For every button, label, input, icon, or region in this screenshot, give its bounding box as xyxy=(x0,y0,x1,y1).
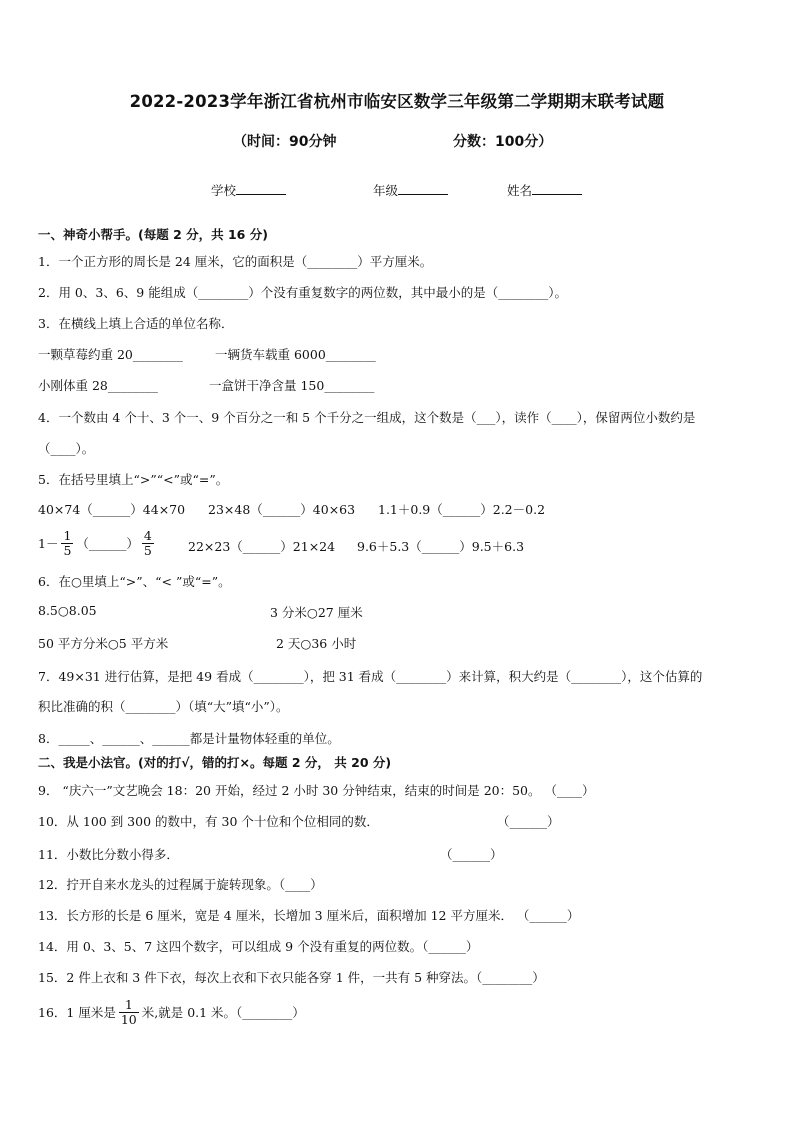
fraction-numerator: 1 xyxy=(63,527,72,543)
question-3c: 小刚体重 28________ xyxy=(38,378,158,393)
question-6: 6．在○里填上“>”、“< ”或“=”。 xyxy=(38,574,231,589)
question-2: 2．用 0、3、6、9 能组成（________）个没有重复数字的两位数，其中最小的是（________）。 xyxy=(38,285,567,300)
fraction-numerator: 1 xyxy=(124,996,133,1012)
question-11-answer: （______） xyxy=(440,847,503,862)
fraction-one-fifth xyxy=(61,529,73,558)
page-title: 2022-2023学年浙江省杭州市临安区数学三年级第二学期期末联考试题 xyxy=(129,92,665,111)
fraction-four-fifths xyxy=(142,529,154,558)
question-13: 13．长方形的长是 6 厘米，宽是 4 厘米，长增加 3 厘米后，面积增加 12 平方厘米． （______） xyxy=(38,908,580,923)
section1-title: 一、神奇小帮手。(每题 2 分，共 16 分) xyxy=(38,227,268,242)
question-7-cont: 积比准确的积（________）（填“大”填“小”）。 xyxy=(38,699,289,714)
fraction-denominator: 5 xyxy=(143,542,152,558)
question-15: 15．2 件上衣和 3 件下衣，每次上衣和下衣只能各穿 1 件，一共有 5 种穿法。（________） xyxy=(38,970,545,985)
question-12: 12．拧开自来水龙头的过程属于旋转现象。（____） xyxy=(38,877,323,892)
question-4-cont: （____）。 xyxy=(38,441,95,456)
school-blank xyxy=(236,182,286,195)
q5d-prefix: 1－ xyxy=(38,536,59,551)
question-5b: 23×48（______）40×63 xyxy=(208,502,356,517)
question-5e: 22×23（______）21×24 xyxy=(188,539,336,554)
question-4: 4．一个数由 4 个十、3 个一、9 个百分之一和 5 个千分之一组成，这个数是（___），读作（____），保留两位小数约是 xyxy=(38,410,696,425)
question-6c: 50 平方分米○5 平方米 xyxy=(38,636,169,651)
question-10-answer: （______） xyxy=(497,814,560,829)
grade-field xyxy=(373,181,448,199)
fraction-denominator: 5 xyxy=(63,542,72,558)
question-11: 11．小数比分数小得多． xyxy=(38,847,179,862)
question-10: 10．从 100 到 300 的数中，有 30 个十位和个位相同的数． xyxy=(38,814,379,829)
question-5c: 1.1＋0.9（______）2.2－0.2 xyxy=(378,502,546,517)
name-field xyxy=(507,181,582,199)
question-5a: 40×74（______）44×70 xyxy=(38,502,186,517)
question-3b: 一辆货车载重 6000________ xyxy=(215,347,376,362)
question-5f: 9.6＋5.3（______）9.5＋6.3 xyxy=(357,539,525,554)
grade-blank xyxy=(398,182,448,195)
question-14: 14．用 0、3、5、7 这四个数字，可以组成 9 个没有重复的两位数。（______） xyxy=(38,939,479,954)
question-3d: 一盒饼干净含量 150________ xyxy=(209,378,375,393)
fraction-one-tenth xyxy=(119,998,139,1027)
school-field xyxy=(211,181,286,199)
question-16 xyxy=(38,992,305,1032)
name-blank xyxy=(532,182,582,195)
question-9: 9． “庆六一”文艺晚会 18：20 开始，经过 2 小时 30 分钟结束，结束的时间是 20：50。 （____） xyxy=(38,783,595,798)
exam-score: 分数：100分） xyxy=(453,134,553,150)
q16-prefix: 16．1 厘米是 xyxy=(38,1005,116,1020)
name-label: 姓名 xyxy=(507,183,533,198)
exam-time: （时间：90分钟 xyxy=(233,134,337,150)
question-3: 3．在横线上填上合适的单位名称． xyxy=(38,316,234,331)
question-5: 5．在括号里填上“>”“<”或“=”。 xyxy=(38,472,229,487)
question-1: 1．一个正方形的周长是 24 厘米，它的面积是（________）平方厘米。 xyxy=(38,254,433,269)
fraction-numerator: 4 xyxy=(143,527,152,543)
question-8: 8．_____、______、______都是计量物体轻重的单位。 xyxy=(38,731,340,746)
fraction-denominator: 10 xyxy=(120,1011,137,1027)
question-3a: 一颗草莓约重 20________ xyxy=(38,347,183,362)
q5d-blank: （______） xyxy=(76,536,139,551)
question-6b: 3 分米○27 厘米 xyxy=(270,605,363,620)
question-6d: 2 天○36 小时 xyxy=(276,636,357,651)
question-5d xyxy=(38,523,157,563)
question-6a: 8.5○8.05 xyxy=(38,603,97,618)
school-label: 学校 xyxy=(211,183,237,198)
question-7: 7．49×31 进行估算，是把 49 看成（________），把 31 看成（________）来计算，积大约是（________），这个估算的 xyxy=(38,669,703,684)
q16-suffix: 米,就是 0.1 米。（________） xyxy=(141,1005,305,1020)
section2-title: 二、我是小法官。(对的打√，错的打×。每题 2 分， 共 20 分) xyxy=(38,755,392,770)
grade-label: 年级 xyxy=(373,183,399,198)
